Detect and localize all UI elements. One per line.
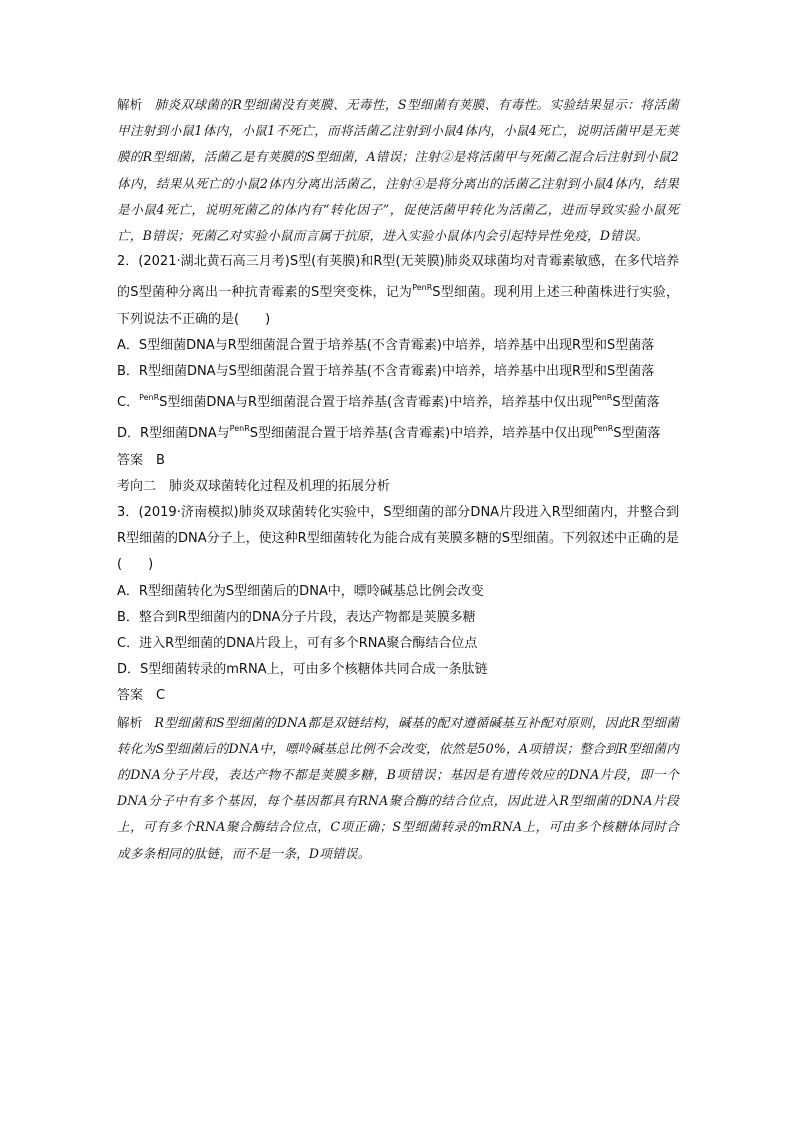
question-2-stem: 2．(2021·湖北黄石高三月考)S型(有荚膜)和R型(无荚膜)肺炎双球菌均对青霉素敏感，在多代培养的S型菌种分离出一种抗青霉素的S型突变株，记为$^{PenR}$S型细菌。现利用上述三种菌株进行实验，下列说法不正确的是( )	[117, 254, 679, 327]
question-2-option-c: C．$^{PenR}$S型细菌DNA与R型细菌混合置于培养基(含青霉素)中培养，培养基中仅出现$^{PenR}$S型菌落	[117, 393, 660, 411]
analysis-1-text: 肺炎双球菌的R型细菌没有荚膜、无毒性，S型细菌有荚膜、有毒性。实验结果显示：将活菌甲注射到小鼠1体内，小鼠1不死亡，而将活菌乙注射到小鼠4体内，小鼠4死亡，说明活菌甲是无荚膜的R型细菌，活菌乙是有荚膜的S型细菌，A错误；注射②是将活菌甲与死菌乙混合后注射到小鼠2体内，结果从死亡的小鼠2体内分离出活菌乙，注射④是将分离出的活菌乙注射到小鼠4体内，结果是小鼠4死亡，说明死菌乙的体内有“转化因子”，促使活菌甲转化为活菌乙，进而导致实验小鼠死亡，B错误；死菌乙对实验小鼠而言属于抗原，进入实验小鼠体内会引起特异性免疫，D错误。	[117, 97, 680, 244]
analysis-label: 解析	[117, 97, 143, 112]
question-3-option-b: B．整合到R型细菌内的DNA分子片段，表达产物都是荚膜多糖	[117, 609, 476, 625]
question-3-answer: 答案 C	[117, 688, 166, 704]
analysis-1	[117, 92, 679, 249]
question-2-option-d: D．R型细菌DNA与$^{PenR}$S型细菌混合置于培养基(含青霉素)中培养，培养基中仅出现$^{PenR}$S型菌落	[117, 424, 661, 442]
question-3-option-c: C．进入R型细菌的DNA片段上，可有多个RNA聚合酶结合位点	[117, 636, 478, 652]
superscript-penr: PenR	[412, 283, 433, 293]
question-2-option-b: B．R型细菌DNA与S型细菌混合置于培养基(不含青霉素)中培养，培养基中出现R型和S型菌落	[117, 364, 655, 380]
analysis-3-text: R型细菌和S型细菌的DNA都是双链结构，碱基的配对遵循碱基互补配对原则，因此R型细菌转化为S型细菌后的DNA中，嘌呤碱基总比例不会改变，依然是50%，A项错误；整合到R型细菌内的DNA分子片段，表达产物不都是荚膜多糖，B项错误；基因是有遗传效应的DNA片段，即一个DNA分子中有多个基因，每个基因都具有RNA聚合酶的结合位点，因此进入R型细菌的DNA片段上，可有多个RNA聚合酶结合位点，C项正确；S型细菌转录的mRNA上，可由多个核糖体同时合成多条相同的肽链，而不是一条，D项错误。	[117, 714, 679, 861]
question-3-stem: 3．(2019·济南模拟)肺炎双球菌转化实验中，S型细菌的部分DNA片段进入R型细菌内，并整合到R型细菌的DNA分子上，使这种R型细菌转化为能合成有荚膜多糖的S型细菌。下列叙述中正确的是( )	[117, 505, 679, 573]
document-page	[117, 92, 679, 867]
section-heading: 考向二 肺炎双球菌转化过程及机理的拓展分析	[117, 478, 391, 494]
question-2-option-a: A．S型细菌DNA与R型细菌混合置于培养基(不含青霉素)中培养，培养基中出现R型和S型菌落	[117, 337, 655, 353]
question-3-option-a: A．R型细菌转化为S型细菌后的DNA中，嘌呤碱基总比例会改变	[117, 583, 484, 599]
question-2-answer: 答案 B	[117, 452, 165, 468]
question-3-option-d: D．S型细菌转录的mRNA上，可由多个核糖体共同合成一条肽链	[117, 662, 488, 678]
analysis-label: 解析	[117, 714, 143, 730]
analysis-3	[117, 710, 679, 867]
